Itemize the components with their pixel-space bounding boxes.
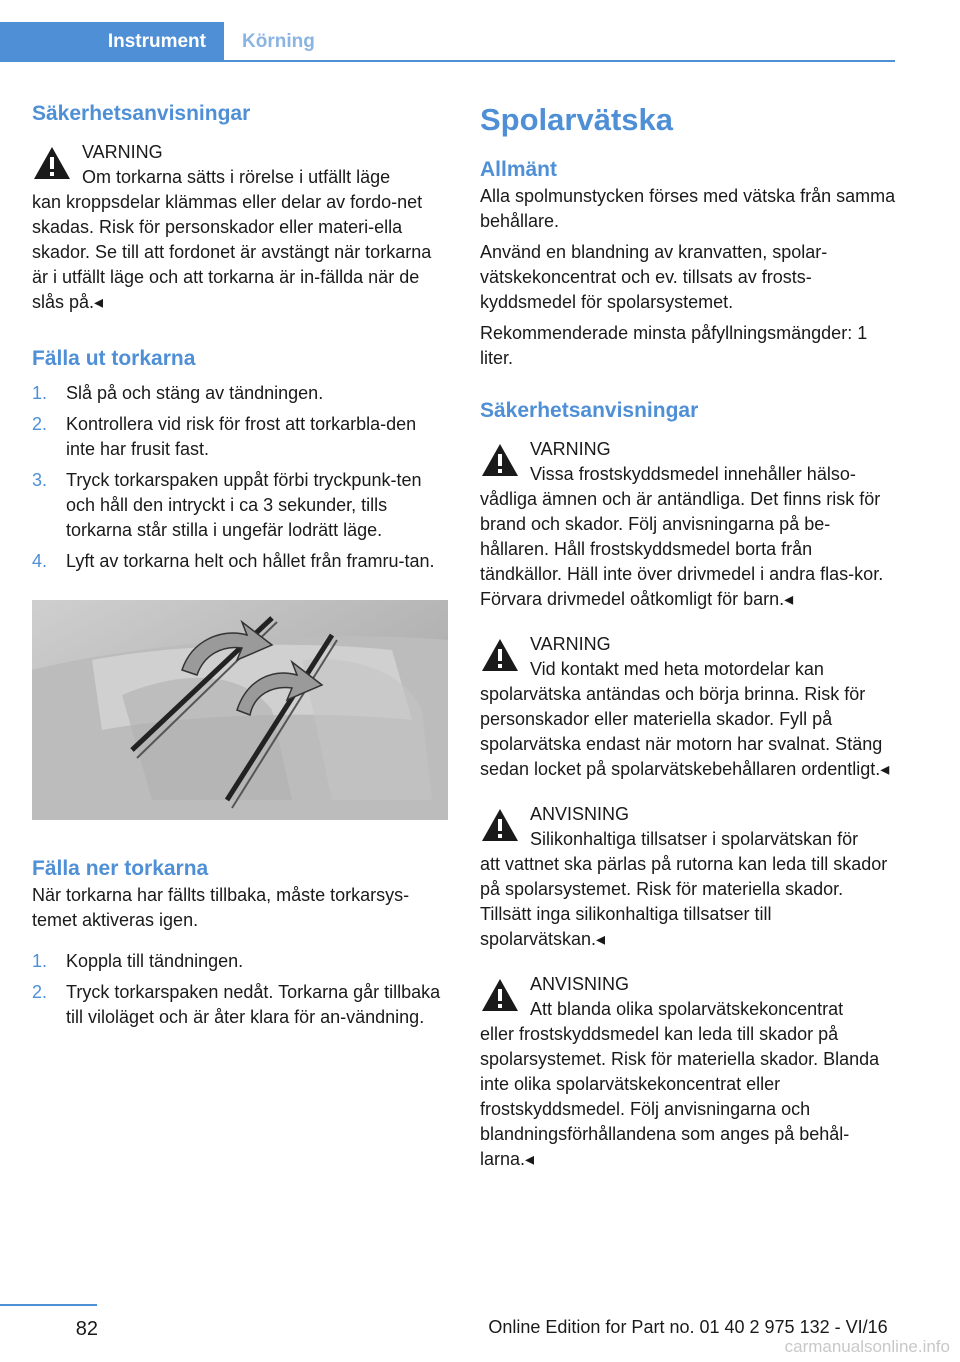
warning-block [480,437,896,612]
warning-text: spolarvätska antändas och börja brinna. Risk för personskador eller materiella skador. Fyll på spolarvätska endast när motorn har svalnat. Stäng sedan locket på spolarvätskebehållaren ordentligt.◂ [480,684,890,779]
warning-text: kan kroppsdelar klämmas eller delar av fordo-net skadas. Risk för personskador eller materi-ella skador. Se till att fordonet är avstängt när torkarna är i utfällt läge och att torkarna är in-fällda när de slås på.◂ [32,192,432,312]
list-item [32,381,448,406]
notice-text: eller frostskyddsmedel kan leda till skador på spolarsystemet. Risk för materiella skador. Blanda inte olika spolarvätskekoncentrat eller frostskyddsmedel. Följ anvisningarna och blandningsförhållandena som anges på behål-larna.◂ [480,1024,880,1169]
step-text: Koppla till tändningen. [66,951,244,971]
left-column [32,100,448,1036]
step-text: Lyft av torkarna helt och hållet från framru-tan. [66,551,435,571]
general-paragraph: Använd en blandning av kranvatten, spolar-vätskekoncentrat och ev. tillsats av frosts-kyddsmedel för spolarsystemet. [480,242,828,312]
warning-block [32,140,448,315]
fold-in-intro: När torkarna har fällts tillbaka, måste torkarsys-temet aktiveras igen. [32,885,410,930]
warning-label: VARNING [530,439,611,459]
list-item [32,980,448,1030]
page-number: 82 [75,1318,98,1340]
step-text: Slå på och stäng av tändningen. [66,383,324,403]
warning-triangle-icon [480,977,520,1013]
step-text: Tryck torkarspaken uppåt förbi tryckpunk-ten och håll den intryckt i ca 3 sekunder, tills torkarna står stilla i ungefär lodrätt läge. [66,470,422,540]
step-number: 4. [32,551,48,571]
notice-first-line: Att blanda olika spolarvätskekoncentrat [530,999,844,1019]
fluid-safety-heading: Säkerhetsanvisningar [480,399,699,422]
list-item [32,949,448,974]
tab-instrument[interactable]: Instrument [0,22,224,62]
fold-in-steps [32,949,448,1030]
notice-block [480,802,896,952]
right-column [480,100,896,1172]
step-number: 2. [32,414,48,434]
warning-triangle-icon [32,145,72,181]
step-number: 1. [32,383,48,403]
notice-block [480,972,896,1172]
page-title: Spolarvätska [480,102,673,137]
notice-label: ANVISNING [530,804,630,824]
notice-text: att vattnet ska pärlas på rutorna kan leda till skador på spolarsystemet. Risk för materiella skador. Tillsätt inga silikonhaltiga tillsatser till spolarvätskan.◂ [480,854,888,949]
warning-text: vådliga ämnen och är antändliga. Det finns risk för brand och skador. Följ anvisningarna på be-hållaren. Håll frostskyddsmedel borta från tändkällor. Häll inte över drivmedel i andra flas-kor. Förvara drivmedel oåtkomligt för barn.◂ [480,489,884,609]
fold-out-heading: Fälla ut torkarna [32,347,196,370]
warning-first-line: Om torkarna sätts i rörelse i utfällt läge [82,167,391,187]
list-item [32,549,448,574]
tab-bar-rule [0,60,895,62]
safety-heading: Säkerhetsanvisningar [32,102,251,125]
warning-first-line: Vid kontakt med heta motordelar kan [530,659,824,679]
warning-first-line: Vissa frostskyddsmedel innehåller hälso- [530,464,856,484]
notice-first-line: Silikonhaltiga tillsatser i spolarvätskan för [530,829,859,849]
notice-label: ANVISNING [530,974,630,994]
edition-line: Online Edition for Part no. 01 40 2 975 132 - VI/16 [488,1317,888,1337]
step-text: Kontrollera vid risk för frost att torkarbla-den inte har frusit fast. [66,414,417,459]
fold-out-steps [32,381,448,574]
step-number: 3. [32,470,48,490]
step-text: Tryck torkarspaken nedåt. Torkarna går tillbaka till viloläget och är åter klara för an-vändning. [66,982,441,1027]
warning-triangle-icon [480,442,520,478]
general-paragraph: Rekommenderade minsta påfyllningsmängder: 1 liter. [480,323,868,368]
general-paragraph: Alla spolmunstycken förses med vätska från samma behållare. [480,186,896,231]
section-tab-bar [0,22,895,62]
warning-triangle-icon [480,637,520,673]
list-item [32,412,448,462]
step-number: 2. [32,982,48,1002]
footer-rule [0,1304,97,1306]
warning-triangle-icon [480,807,520,843]
tab-korning[interactable]: Körning [242,31,315,52]
warning-label: VARNING [530,634,611,654]
fold-in-heading: Fälla ner torkarna [32,857,209,880]
watermark: carmanualsonline.info [784,1337,950,1356]
warning-label: VARNING [82,142,163,162]
list-item [32,468,448,543]
warning-block [480,632,896,782]
general-heading: Allmänt [480,158,558,181]
wiper-illustration [32,600,448,820]
step-number: 1. [32,951,48,971]
